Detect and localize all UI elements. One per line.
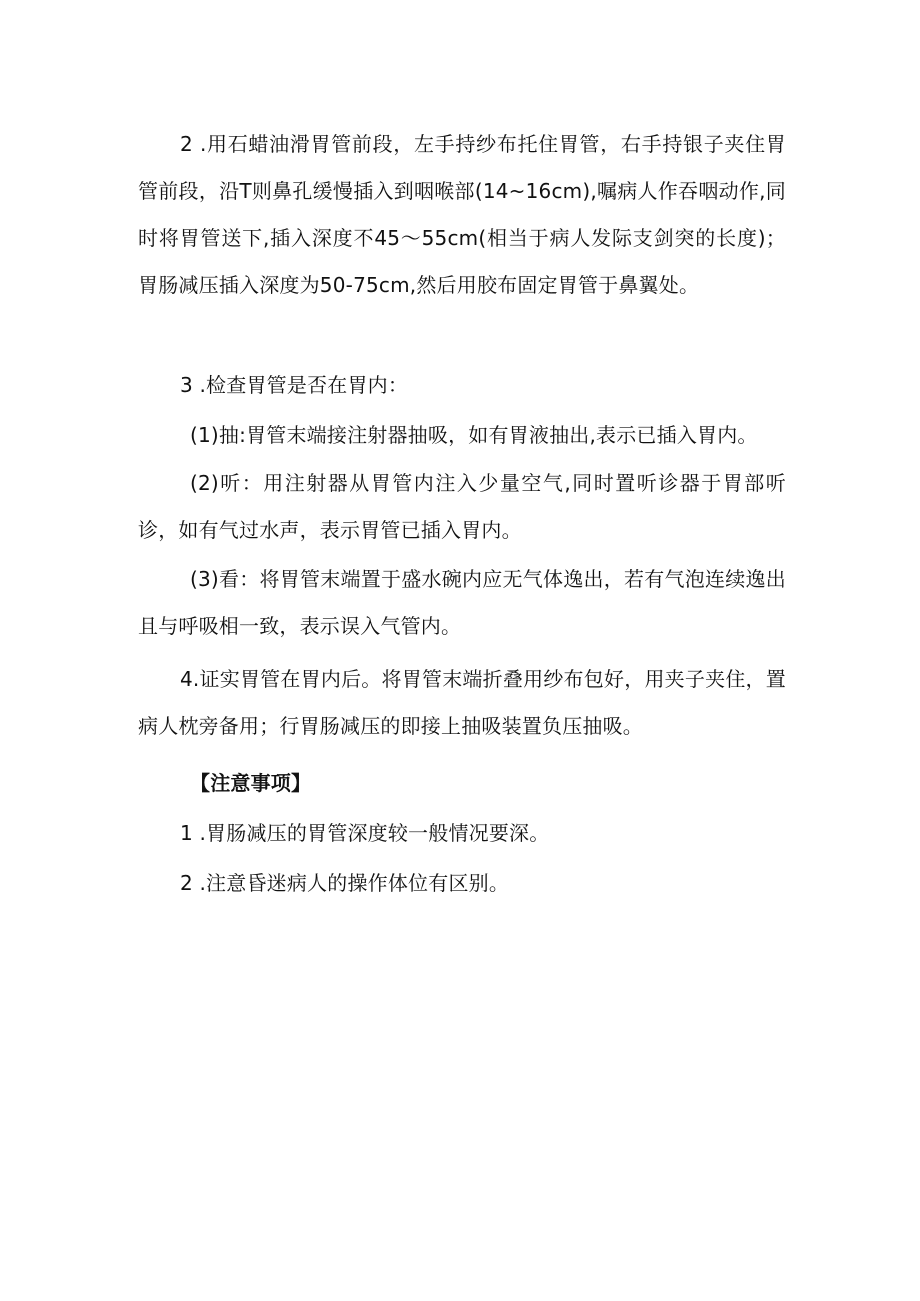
- step-3-listen-paragraph: (2)听：用注射器从胃管内注入少量空气,同时置听诊器于胃部听诊，如有气过水声，表示胃管已插入胃内。: [138, 471, 786, 542]
- note-2-paragraph: 2 .注意昏迷病人的操作体位有区别。: [180, 871, 510, 895]
- step-3-look-paragraph: (3)看：将胃管末端置于盛水碗内应无气体逸出，若有气泡连续逸出且与呼吸相一致，表示误入气管内。: [138, 567, 786, 638]
- step-2-paragraph: 2 .用石蜡油滑胃管前段，左手持纱布托住胃管，右手持银子夹住胃管前段，沿T则鼻孔缓慢插入到咽喉部(14~16cm),嘱病人作吞咽动作,同时将胃管送下,插入深度不45～55cm(相当于病人发际支剑突的长度)；胃肠减压插入深度为50-75cm,然后用胶布固定胃管于鼻翼处。: [138, 132, 786, 297]
- notes-heading: 【注意事项】: [190, 771, 312, 795]
- step-3-aspirate-paragraph: (1)抽:胃管末端接注射器抽吸，如有胃液抽出,表示已插入胃内。: [190, 423, 758, 447]
- note-1-paragraph: 1 .胃肠减压的胃管深度较一般情况要深。: [180, 821, 550, 845]
- step-3-paragraph: 3 .检查胃管是否在胃内：: [180, 373, 409, 397]
- step-4-paragraph: 4.证实胃管在胃内后。将胃管末端折叠用纱布包好，用夹子夹住，置病人枕旁备用；行胃肠减压的即接上抽吸装置负压抽吸。: [138, 667, 786, 738]
